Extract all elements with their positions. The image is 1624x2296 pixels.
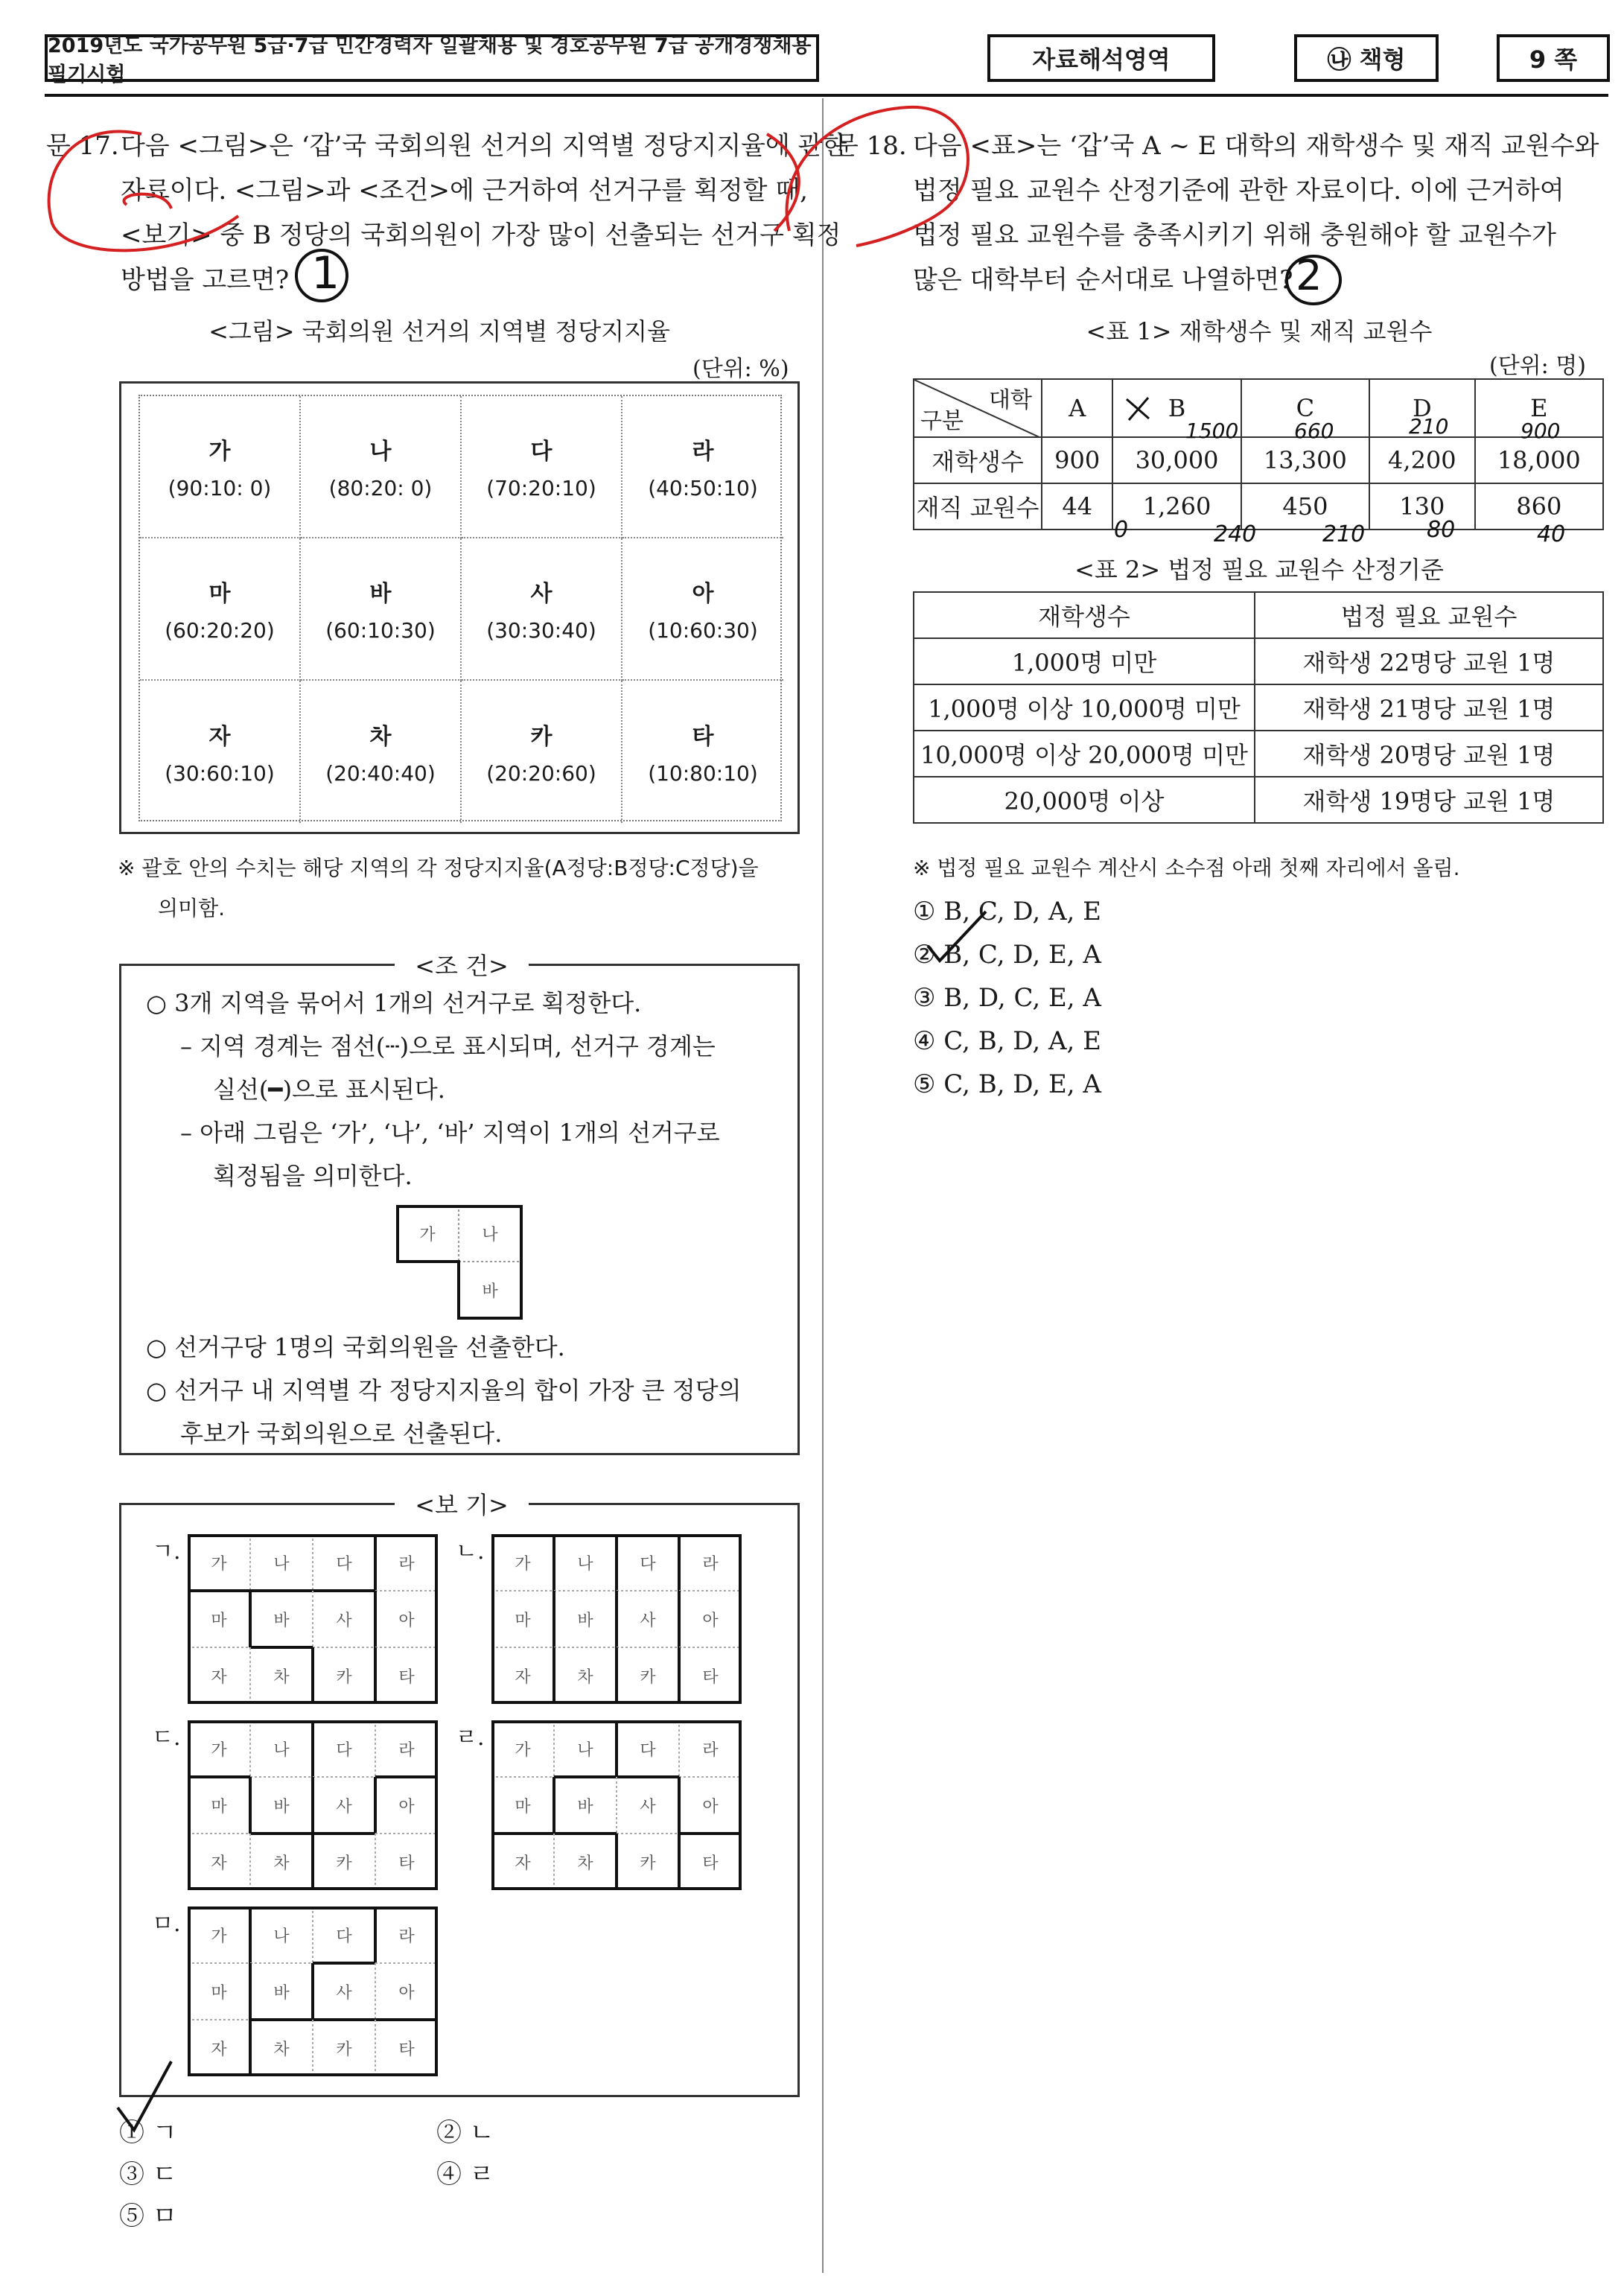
table1-cell: 1,260 <box>1112 483 1241 530</box>
bogi-map-cell: 가 <box>211 1740 227 1760</box>
bogi-map-cell: 라 <box>702 1554 719 1574</box>
bogi-map-borders <box>491 1534 743 1705</box>
q17-option-5[interactable]: ⑤ ㅁ <box>119 2201 177 2231</box>
table1-row-label: 재직 교원수 <box>914 483 1042 530</box>
table2-cell: 10,000명 이상 20,000명 미만 <box>914 731 1255 777</box>
region-name: 차 <box>369 724 392 750</box>
bogi-map-borders <box>188 1720 439 1892</box>
table1-cross-mark-icon <box>1123 393 1153 423</box>
region-support-rate: (70:20:10) <box>486 476 596 500</box>
bogi-map-cell: 다 <box>336 1740 352 1760</box>
bogi-map-cell: 자 <box>515 1667 531 1687</box>
column-divider <box>822 98 824 2273</box>
region-support-rate: (10:60:30) <box>648 618 758 643</box>
q18-option-4[interactable]: ④ C, B, D, A, E <box>913 1026 1101 1056</box>
region-name: 라 <box>692 439 714 465</box>
q18-answer-circle <box>1282 252 1345 308</box>
table1-cell: 130 <box>1369 483 1475 530</box>
bogi-label-1: ㄱ. <box>152 1539 181 1565</box>
region-name: 다 <box>530 439 553 465</box>
bogi-title: <보 기> <box>395 1486 529 1521</box>
q18-stem-line: 법정 필요 교원수를 충족시키기 위해 충원해야 할 교원수가 <box>913 220 1556 250</box>
bogi-map-cell: 가 <box>515 1554 531 1574</box>
table1-col: D <box>1369 379 1475 437</box>
table1-corner-top: 대학 <box>989 387 1032 413</box>
bogi-map-cell: 마 <box>515 1797 531 1816</box>
region-cell <box>622 396 783 538</box>
table1-col: A <box>1042 379 1112 437</box>
region-cell <box>622 681 783 823</box>
region-support-rate: (60:20:20) <box>165 618 275 643</box>
table1-cell: 900 <box>1042 437 1112 483</box>
bogi-map-cell: 가 <box>515 1740 531 1760</box>
region-grid <box>138 395 782 821</box>
table1-corner <box>914 379 1042 437</box>
region-cell <box>301 681 462 823</box>
q17-figure-title: <그림> 국회의원 선거의 지역별 정당지지율 <box>208 317 670 346</box>
q17-stem-line: <보기> 중 B 정당의 국회의원이 가장 많이 선출되는 선거구 획정 <box>121 220 841 250</box>
bogi-map-cell: 아 <box>702 1797 719 1816</box>
example-cell: 바 <box>482 1282 498 1301</box>
bogi-map-cell: 차 <box>273 1667 290 1687</box>
condition-item: – 아래 그림은 ‘가’, ‘나’, ‘바’ 지역이 1개의 선거구로 <box>180 1119 720 1147</box>
bogi-map-cell: 나 <box>577 1740 593 1760</box>
hand-note: 210 <box>1322 521 1366 547</box>
condition-item: ○ 선거구 내 지역별 각 정당지지율의 합이 가장 큰 정당의 <box>146 1376 742 1405</box>
table2-cell: 1,000명 이상 10,000명 미만 <box>914 684 1255 731</box>
bogi-map-cell: 카 <box>336 1667 352 1687</box>
table1-cell: 13,300 <box>1241 437 1369 483</box>
region-name: 자 <box>208 724 231 750</box>
bogi-map <box>188 1534 438 1704</box>
page-number: 9 쪽 <box>1529 45 1578 74</box>
table1-cell: 450 <box>1241 483 1369 530</box>
example-district-shape <box>396 1205 523 1318</box>
q17-option-2[interactable]: ② ㄴ <box>436 2118 494 2148</box>
region-name: 사 <box>530 581 553 607</box>
q17-stem-line: 자료이다. <그림>과 <조건>에 근거하여 선거구를 획정할 때, <box>121 176 808 206</box>
bogi-map-cell: 바 <box>273 1983 290 2003</box>
bogi-map-cell: 차 <box>577 1667 593 1687</box>
bogi-map-cell: 바 <box>577 1797 593 1816</box>
table2-header: 재학생수 <box>914 592 1255 638</box>
q18-option-3[interactable]: ③ B, D, C, E, A <box>913 983 1101 1013</box>
bogi-map-cell: 자 <box>211 2040 227 2059</box>
example-cell: 가 <box>419 1225 436 1244</box>
bogi-map <box>188 1907 438 2076</box>
bogi-map-cell: 다 <box>640 1554 656 1574</box>
example-cell: 나 <box>482 1225 498 1244</box>
table2-cell: 재학생 22명당 교원 1명 <box>1255 638 1603 684</box>
conditions-text-2 <box>146 1326 786 1455</box>
region-support-rate: (30:60:10) <box>165 761 275 786</box>
table2-cell: 20,000명 이상 <box>914 777 1255 823</box>
region-name: 마 <box>208 581 231 607</box>
bogi-map-cell: 사 <box>336 1611 352 1630</box>
bogi-map <box>188 1720 438 1890</box>
q18-stem-line: 많은 대학부터 순서대로 나열하면? <box>913 265 1293 295</box>
bogi-map-cell: 나 <box>273 1554 290 1574</box>
table1-unit: (단위: 명) <box>1489 353 1586 379</box>
bogi-map-cell: 다 <box>336 1554 352 1574</box>
table2-title: <표 2> 법정 필요 교원수 산정기준 <box>1074 556 1444 584</box>
bogi-map-borders <box>188 1534 439 1705</box>
bogi-map-cell: 바 <box>577 1611 593 1630</box>
hand-note: 80 <box>1427 517 1456 543</box>
table1-cell: 4,200 <box>1369 437 1475 483</box>
booklet-box <box>1294 34 1439 82</box>
condition-item: 후보가 국회의원으로 선출된다. <box>180 1419 503 1448</box>
table1-col: C <box>1241 379 1369 437</box>
q17-option-4[interactable]: ④ ㄹ <box>436 2160 494 2190</box>
hand-note: 660 <box>1294 419 1334 443</box>
region-cell <box>462 538 622 681</box>
bogi-label-2: ㄴ. <box>456 1539 485 1565</box>
table2-cell: 재학생 20명당 교원 1명 <box>1255 731 1603 777</box>
region-cell <box>140 681 301 823</box>
q18-note: ※ 법정 필요 교원수 계산시 소수점 아래 첫째 자리에서 올림. <box>913 856 1460 880</box>
table1-cell: 44 <box>1042 483 1112 530</box>
q18-stem-line: 법정 필요 교원수 산정기준에 관한 자료이다. 이에 근거하여 <box>913 176 1564 206</box>
bogi-map-cell: 아 <box>702 1611 719 1630</box>
q17-option-3[interactable]: ③ ㄷ <box>119 2160 177 2190</box>
bogi-map-borders <box>188 1907 439 2078</box>
region-name: 아 <box>692 581 714 607</box>
table2-cell: 재학생 19명당 교원 1명 <box>1255 777 1603 823</box>
table1-col: E <box>1475 379 1603 437</box>
bogi-map-cell: 다 <box>336 1927 352 1946</box>
bogi-map-cell: 가 <box>211 1554 227 1574</box>
bogi-map-cell: 차 <box>273 2040 290 2059</box>
q17-handwritten-answer: 1 <box>311 247 340 299</box>
region-name: 나 <box>369 439 392 465</box>
section-box <box>987 34 1215 82</box>
region-cell <box>462 396 622 538</box>
bogi-map-cell: 차 <box>577 1854 593 1873</box>
bogi-label-4: ㄹ. <box>456 1725 485 1751</box>
q18-handwritten-answer: 2 <box>1296 252 1322 300</box>
example-outline <box>396 1205 524 1321</box>
table2-cell: 재학생 21명당 교원 1명 <box>1255 684 1603 731</box>
region-name: 타 <box>692 724 714 750</box>
bogi-map-cell: 카 <box>640 1667 656 1687</box>
q17-number: 문 17. <box>46 131 119 161</box>
q18-stem <box>913 124 1605 302</box>
bogi-map <box>491 1534 742 1704</box>
table1-corner-bottom: 구분 <box>920 408 964 434</box>
q18-number: 문 18. <box>834 131 907 161</box>
bogi-map-cell: 나 <box>273 1740 290 1760</box>
bogi-map-cell: 사 <box>336 1797 352 1816</box>
bogi-map <box>491 1720 742 1890</box>
region-support-rate: (10:80:10) <box>648 761 758 786</box>
region-cell <box>301 538 462 681</box>
bogi-label-5: ㅁ. <box>152 1911 181 1937</box>
bogi-map-cell: 라 <box>398 1554 415 1574</box>
q17-red-circle-mark <box>30 104 447 268</box>
bogi-map-cell: 아 <box>398 1611 415 1630</box>
region-name: 가 <box>208 439 231 465</box>
region-name: 바 <box>369 581 392 607</box>
q18-stem-line: 다음 <표>는 ‘갑’국 A ~ E 대학의 재학생수 및 재직 교원수와 <box>913 131 1599 161</box>
region-support-rate: (20:20:60) <box>486 761 596 786</box>
table2-header: 법정 필요 교원수 <box>1255 592 1603 638</box>
region-support-rate: (20:40:40) <box>325 761 436 786</box>
table1-cell: 18,000 <box>1475 437 1603 483</box>
bogi-map-borders <box>491 1720 743 1892</box>
q17-note <box>118 852 759 922</box>
region-name: 카 <box>530 724 553 750</box>
q18-option-2[interactable]: ② B, C, D, E, A <box>913 940 1101 970</box>
bogi-map-cell: 사 <box>640 1797 656 1816</box>
table1 <box>913 378 1604 530</box>
region-cell <box>301 396 462 538</box>
q17-stem-line: 다음 <그림>은 ‘갑’국 국회의원 선거의 지역별 정당지지율에 관한 <box>121 131 847 161</box>
condition-item: 실선(━)으로 표시된다. <box>213 1075 445 1104</box>
bogi-map-cell: 타 <box>398 2040 415 2059</box>
bogi-map-cell: 타 <box>398 1854 415 1873</box>
bogi-map-cell: 차 <box>273 1854 290 1873</box>
q18-option-1[interactable]: ① B, C, D, A, E <box>913 897 1101 926</box>
region-cell <box>140 538 301 681</box>
q17-option-1[interactable]: ① ㄱ <box>119 2118 177 2148</box>
region-support-rate: (90:10: 0) <box>168 476 272 500</box>
hand-note: 900 <box>1520 419 1561 443</box>
page-number-box <box>1497 34 1610 82</box>
q17-answer-circle <box>292 246 351 305</box>
bogi-map-cell: 자 <box>211 1667 227 1687</box>
q17-note-line: 의미함. <box>158 896 226 920</box>
table1-title: <표 1> 재학생수 및 재직 교원수 <box>1086 317 1433 346</box>
bogi-map-cell: 카 <box>640 1854 656 1873</box>
q18-checkmark-icon <box>923 907 990 967</box>
hand-note: 40 <box>1537 521 1566 547</box>
q17-note-line: ※ 괄호 안의 수치는 해당 지역의 각 정당지지율(A정당:B정당:C정당)을 <box>118 856 759 880</box>
bogi-map-cell: 자 <box>211 1854 227 1873</box>
q17-stem-line: 방법을 고르면? <box>121 265 290 295</box>
exam-title-box <box>45 34 819 86</box>
table1-col: B <box>1112 379 1241 437</box>
q17-checkmark-icon <box>112 2055 179 2137</box>
q18-option-5[interactable]: ⑤ C, B, D, E, A <box>913 1069 1101 1099</box>
booklet-label: ㉯ 책형 <box>1327 45 1406 74</box>
bogi-map-cell: 마 <box>211 1797 227 1816</box>
bogi-label-3: ㄷ. <box>152 1725 181 1751</box>
bogi-map-cell: 사 <box>640 1611 656 1630</box>
q18-red-circle-mark <box>767 97 990 268</box>
table1-cell: 30,000 <box>1112 437 1241 483</box>
bogi-map-cell: 다 <box>640 1740 656 1760</box>
conditions-title: <조 건> <box>395 947 529 982</box>
bogi-map-cell: 타 <box>702 1854 719 1873</box>
hand-note: 1500 <box>1185 419 1239 443</box>
bogi-map-cell: 타 <box>702 1667 719 1687</box>
bogi-map-cell: 자 <box>515 1854 531 1873</box>
region-support-rate: (80:20: 0) <box>328 476 433 500</box>
exam-title: 2019년도 국가공무원 5급·7급 민간경력자 일괄채용 및 경호공무원 7급 공개경쟁채용 필기시험 <box>48 34 812 86</box>
bogi-map-cell: 사 <box>336 1983 352 2003</box>
hand-note: 0 <box>1114 517 1129 543</box>
hand-note: 210 <box>1409 414 1449 439</box>
bogi-map-cell: 라 <box>398 1927 415 1946</box>
table2 <box>913 591 1604 824</box>
bogi-map-cell: 아 <box>398 1797 415 1816</box>
bogi-map-cell: 바 <box>273 1611 290 1630</box>
table2-cell: 1,000명 미만 <box>914 638 1255 684</box>
bogi-map-cell: 가 <box>211 1927 227 1946</box>
bogi-map-cell: 타 <box>398 1667 415 1687</box>
conditions-text <box>146 982 786 1198</box>
section-label: 자료해석영역 <box>1032 45 1171 74</box>
q17-unit: (단위: %) <box>692 356 789 382</box>
bogi-map-cell: 마 <box>211 1983 227 2003</box>
bogi-map-cell: 카 <box>336 1854 352 1873</box>
bogi-map-cell: 바 <box>273 1797 290 1816</box>
bogi-map-cell: 마 <box>515 1611 531 1630</box>
region-cell <box>622 538 783 681</box>
region-support-rate: (30:30:40) <box>486 618 596 643</box>
table1-cell: 860 <box>1475 483 1603 530</box>
region-cell <box>462 681 622 823</box>
condition-item: ○ 선거구당 1명의 국회의원을 선출한다. <box>146 1333 565 1361</box>
region-support-rate: (60:10:30) <box>325 618 436 643</box>
table1-row-label: 재학생수 <box>914 437 1042 483</box>
bogi-map-cell: 카 <box>336 2040 352 2059</box>
bogi-map-cell: 아 <box>398 1983 415 2003</box>
bogi-map-cell: 마 <box>211 1611 227 1630</box>
condition-item: 획정됨을 의미한다. <box>213 1162 413 1190</box>
region-support-rate: (40:50:10) <box>648 476 758 500</box>
condition-item: – 지역 경계는 점선(┄)으로 표시되며, 선거구 경계는 <box>180 1032 716 1060</box>
bogi-map-cell: 라 <box>702 1740 719 1760</box>
hand-note: 240 <box>1214 521 1257 547</box>
condition-item: ○ 3개 지역을 묶어서 1개의 선거구로 획정한다. <box>146 989 642 1017</box>
bogi-map-cell: 나 <box>577 1554 593 1574</box>
bogi-map-cell: 나 <box>273 1927 290 1946</box>
region-cell <box>140 396 301 538</box>
bogi-map-cell: 라 <box>398 1740 415 1760</box>
